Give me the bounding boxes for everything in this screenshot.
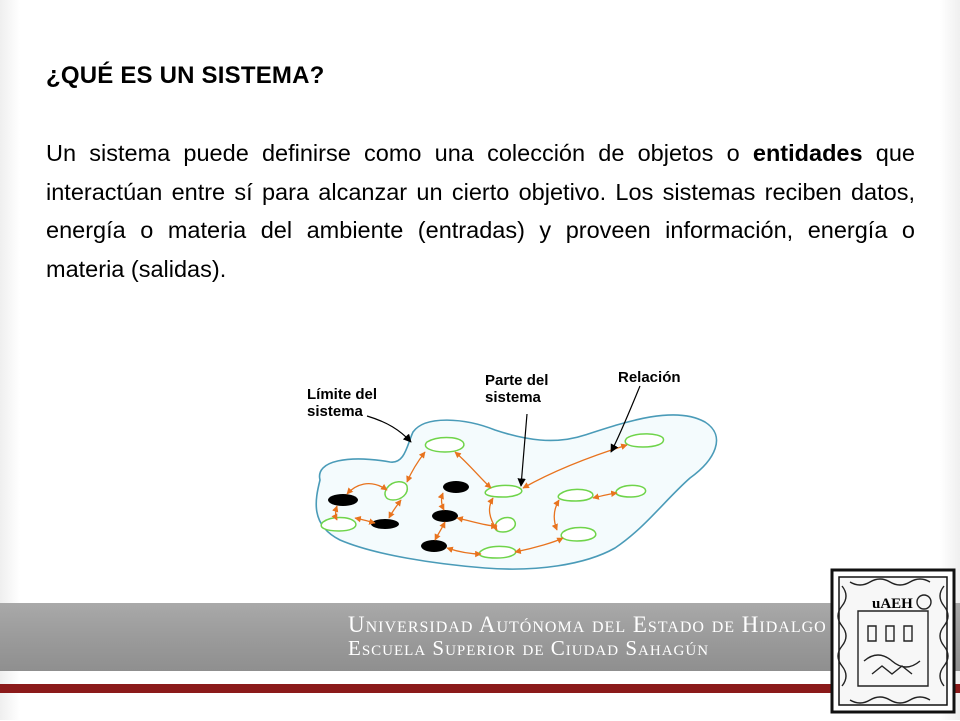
footer-red-bar — [0, 684, 960, 693]
definition-paragraph — [46, 134, 915, 288]
seal-icon — [828, 566, 958, 716]
part-7 — [321, 518, 356, 532]
entity-black-5 — [421, 540, 447, 552]
paragraph-bold-term: entidades — [752, 140, 863, 166]
label-system-part — [485, 372, 548, 406]
seal-logo-text: uAEH — [872, 596, 913, 612]
part-6 — [616, 485, 646, 497]
slide-title: ¿QUÉ ES UN SISTEMA? — [46, 62, 325, 89]
label-relation: Relación — [618, 369, 681, 386]
label-part-line1: Parte del — [485, 372, 549, 389]
entity-black-2 — [443, 481, 469, 493]
university-name: Universidad Autónoma del Estado de Hidalgo — [348, 612, 827, 637]
label-boundary-line2: sistema — [307, 403, 363, 420]
entity-black-1 — [328, 494, 358, 506]
entity-black-3 — [371, 519, 399, 529]
part-1 — [425, 438, 463, 453]
paragraph-text-start: Un sistema puede definirse como una colección de objetos o — [46, 140, 753, 166]
part-9 — [561, 528, 596, 542]
label-part-line2: sistema — [485, 389, 541, 406]
university-seal-logo — [828, 566, 958, 716]
school-name: Escuela Superior de Ciudad Sahagún — [348, 636, 710, 660]
paragraph-text-end: que interactúan entre sí para alcanzar un cierto objetivo. Los sistemas reciben datos, energía o materia del ambiente (entradas) y proveen información, energía o materia (salidas). — [46, 140, 915, 282]
part-10 — [479, 546, 516, 558]
entity-black-4 — [432, 510, 458, 522]
label-boundary-line1: Límite del — [307, 386, 378, 403]
label-system-boundary — [307, 386, 377, 420]
system-diagram — [295, 360, 725, 585]
part-2 — [625, 434, 663, 447]
